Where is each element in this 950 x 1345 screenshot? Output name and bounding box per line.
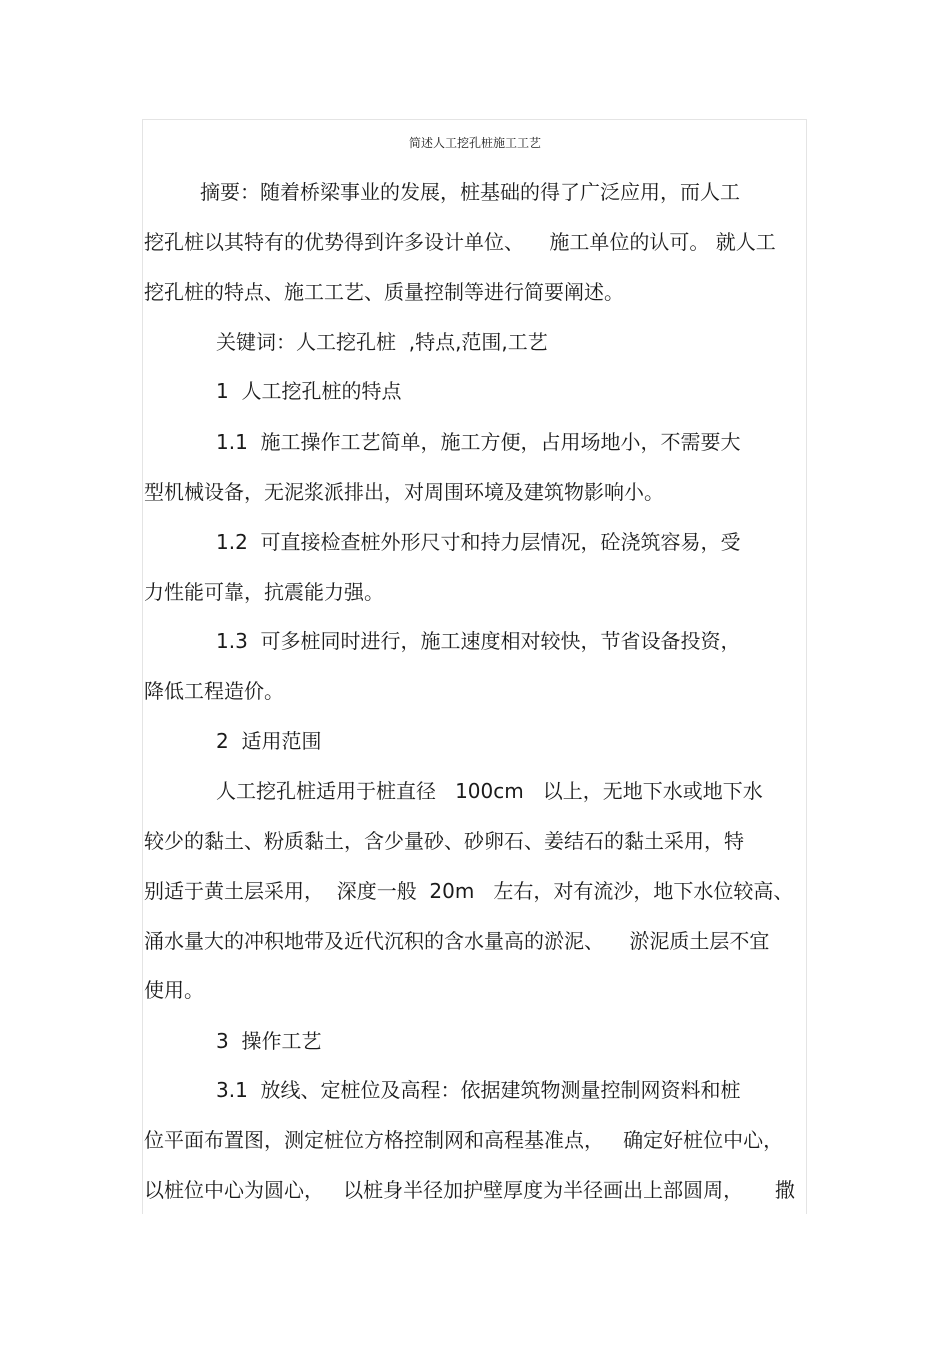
document-title: 简述人工挖孔桩施工工艺 — [408, 136, 541, 150]
paragraph-1-2-line-1: 1.2 可直接检查桩外形尺寸和持力层情况，砼浇筑容易，受 — [216, 530, 741, 554]
abstract-line-2: 挖孔桩以其特有的优势得到许多设计单位、 施工单位的认可。 就人工 — [144, 230, 776, 254]
paragraph-1-1-line-2: 型机械设备，无泥浆派排出，对周围环境及建筑物影响小。 — [144, 480, 664, 504]
paragraph-2-line-4: 涌水量大的冲积地带及近代沉积的含水量高的淤泥、 淤泥质土层不宜 — [144, 929, 770, 953]
paragraph-1-3-line-2: 降低工程造价。 — [144, 679, 284, 703]
paragraph-3-1-line-3: 以桩位中心为圆心， 以桩身半径加护壁厚度为半径画出上部圆周， 撒 — [144, 1178, 795, 1202]
paragraph-3-1-line-2: 位平面布置图，测定桩位方格控制网和高程基准点， 确定好桩位中心， — [144, 1128, 784, 1152]
paragraph-1-1-line-1: 1.1 施工操作工艺简单，施工方便，占用场地小，不需要大 — [216, 430, 741, 454]
section-heading-3: 3 操作工艺 — [216, 1029, 322, 1053]
keywords-line: 关键词：人工挖孔桩 ,特点,范围,工艺 — [216, 330, 548, 354]
paragraph-1-2-line-2: 力性能可靠，抗震能力强。 — [144, 580, 384, 604]
paragraph-2-line-5: 使用。 — [144, 978, 204, 1002]
paragraph-2-line-1: 人工挖孔桩适用于桩直径 100cm 以上，无地下水或地下水 — [216, 779, 763, 803]
paragraph-3-1-line-1: 3.1 放线、定桩位及高程：依据建筑物测量控制网资料和桩 — [216, 1078, 741, 1102]
section-heading-1: 1 人工挖孔桩的特点 — [216, 379, 402, 403]
paragraph-2-line-3: 别适于黄土层采用， 深度一般 20m 左右，对有流沙，地下水位较高、 — [144, 879, 794, 903]
abstract-line-1: 摘要：随着桥梁事业的发展，桩基础的得了广泛应用，而人工 — [200, 180, 740, 204]
abstract-line-3: 挖孔桩的特点、施工工艺、质量控制等进行简要阐述。 — [144, 280, 624, 304]
paragraph-2-line-2: 较少的黏土、粉质黏土，含少量砂、砂卵石、姜结石的黏土采用，特 — [144, 829, 744, 853]
paragraph-1-3-line-1: 1.3 可多桩同时进行，施工速度相对较快，节省设备投资， — [216, 629, 741, 653]
section-heading-2: 2 适用范围 — [216, 729, 322, 753]
